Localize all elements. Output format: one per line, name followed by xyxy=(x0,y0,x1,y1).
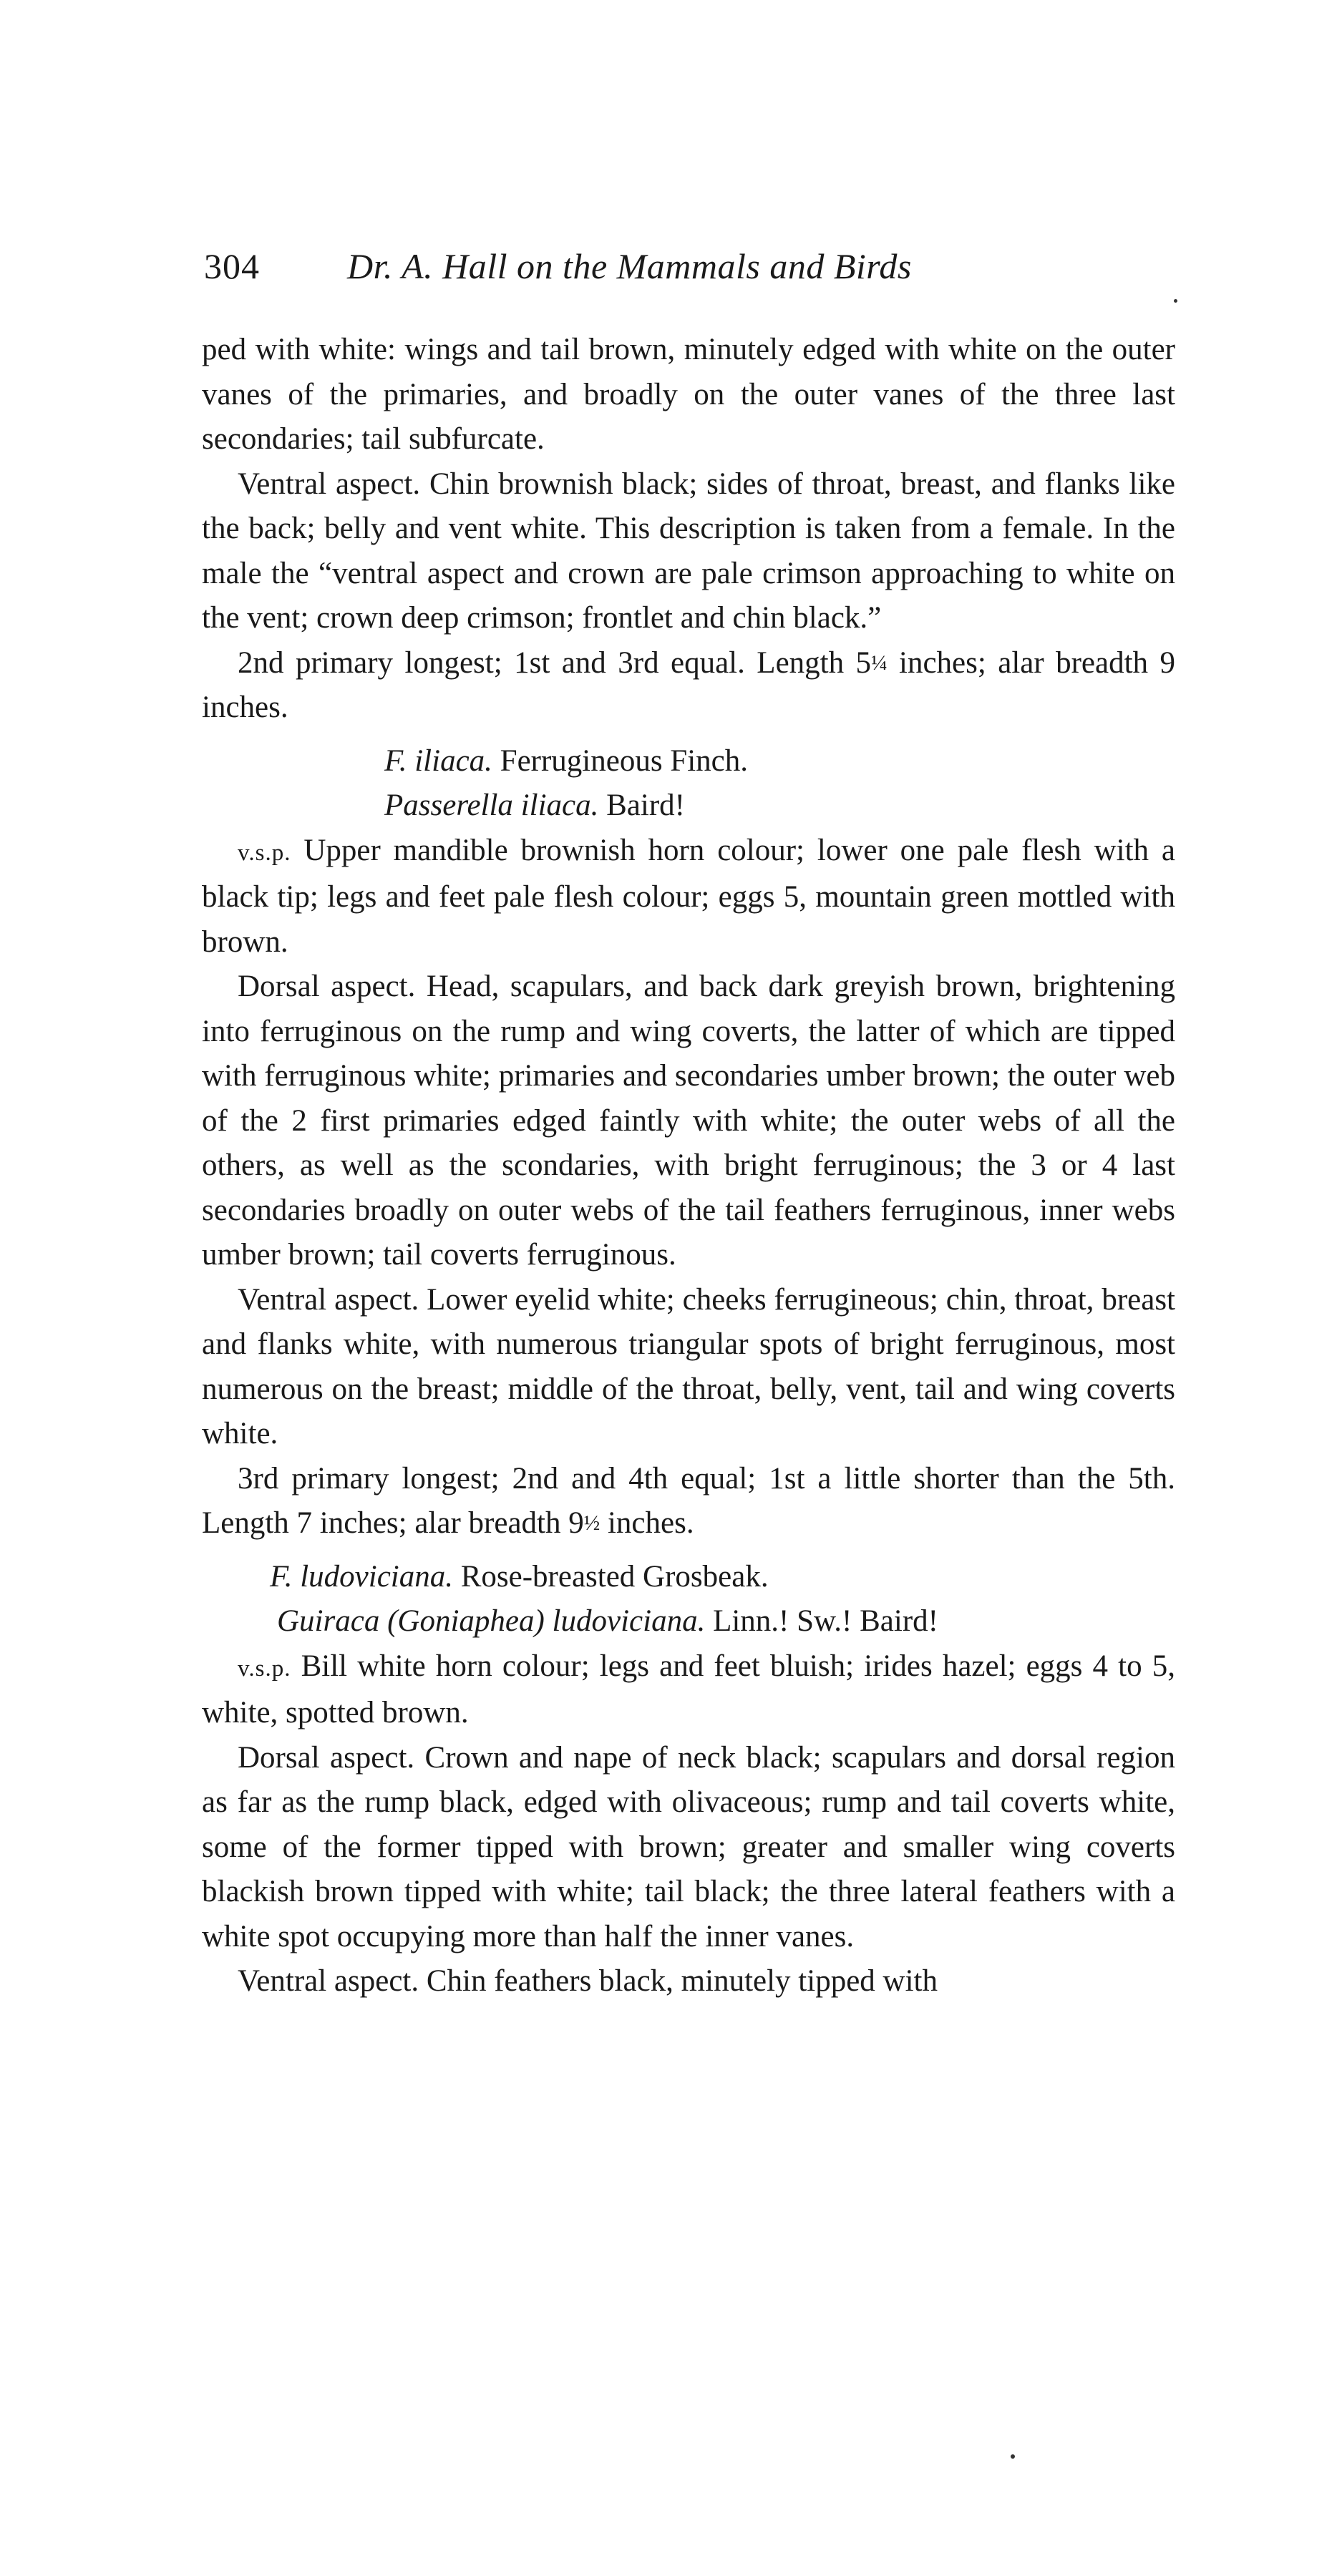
species-name: F. ludoviciana. xyxy=(270,1559,453,1594)
measurement-text-end: inches; alar breadth 9 inches. xyxy=(202,645,1175,724)
species-authority: Linn.! Sw.! Baird! xyxy=(705,1604,938,1638)
species-synonym-genus: Guiraca ( xyxy=(277,1604,398,1638)
species-heading xyxy=(202,739,1175,784)
species-heading xyxy=(202,1555,1175,1600)
paragraph-measurements xyxy=(202,641,1175,731)
measurement-text: 2nd primary longest; 1st and 3rd equal. Length 5 xyxy=(238,645,872,680)
measurement-text-end: inches. xyxy=(600,1506,694,1540)
species-synonym-subgenus: Goniaphea xyxy=(397,1604,535,1638)
paragraph-dorsal-aspect: Dorsal aspect. Crown and nape of neck black; scapulars and dorsal region as far as the rump black, edged with olivaceous; rump and tail coverts white, some of the former tipped with brown; greater and smaller wing coverts blackish brown tipped with white; tail black; the three lateral feathers with a white spot occupying more than half the inner vanes. xyxy=(202,1740,1175,1953)
fraction: ½ xyxy=(583,1511,601,1535)
paragraph-vsp xyxy=(202,829,1175,965)
vsp-abbreviation: v.s.p. xyxy=(238,1655,291,1682)
paragraph-dorsal-aspect: Dorsal aspect. Head, scapulars, and back dark greyish brown, brightening into ferruginous on the rump and wing coverts, the latter of which are tipped with ferruginous white; primaries and secondaries umber brown; the outer web of the 2 first primaries edged faintly with white; the outer webs of all the others, as well as the scondaries, with bright ferruginous; the 3 or 4 last secondaries broadly on outer webs of the tail feathers ferruginous, inner webs umber brown; tail coverts ferruginous. xyxy=(202,970,1175,1272)
paragraph-ventral-aspect: Ventral aspect. Chin brownish black; sides of throat, breast, and flanks like the back; belly and vent white. This description is taken from a female. In the male the “ventral aspect and crown are pale crimson approaching to white on the vent; crown deep crimson; frontlet and chin black.” xyxy=(202,467,1175,635)
species-authority: Baird! xyxy=(598,789,685,822)
page-title: Dr. A. Hall on the Mammals and Birds xyxy=(347,246,912,286)
species-common-name: Rose-breasted Grosbeak. xyxy=(452,1559,769,1594)
vsp-text: Bill white horn colour; legs and feet bluish; irides hazel; eggs 4 to 5, white, spotted brown. xyxy=(202,1649,1175,1729)
paragraph-ventral-aspect: Ventral aspect. Lower eyelid white; cheeks ferrugineous; chin, throat, breast and flanks white, with numerous triangular spots of bright ferruginous, most numerous on the breast; middle of the throat, belly, vent, tail and wing coverts white. xyxy=(202,1282,1175,1450)
body-text xyxy=(202,328,1175,2004)
measurement-text: 3rd primary longest; 2nd and 4th equal; 1st a little shorter than the 5th. Length 7 inches; alar breadth 9 xyxy=(202,1461,1175,1540)
running-head xyxy=(204,238,1192,295)
print-speck xyxy=(1174,299,1177,303)
paragraph-continuation: ped with white: wings and tail brown, minutely edged with white on the outer vanes of the primaries, and broadly on the outer vanes of the three last secondaries; tail subfurcate. xyxy=(202,333,1175,456)
vsp-text: Upper mandible brownish horn colour; lower one pale flesh with a black tip; legs and feet pale flesh colour; eggs 5, mountain green mottled with brown. xyxy=(202,833,1175,959)
vsp-abbreviation: v.s.p. xyxy=(238,839,291,866)
species-name: F. iliaca. xyxy=(384,743,492,778)
print-speck xyxy=(1011,2454,1015,2459)
species-synonym-line xyxy=(202,1599,1175,1644)
paragraph-measurements xyxy=(202,1457,1175,1546)
spacer xyxy=(202,731,1175,739)
species-synonym-epithet: ) ludoviciana. xyxy=(534,1604,706,1638)
species-synonym: Passerella iliaca. xyxy=(384,789,599,822)
page-number: 304 xyxy=(204,246,260,286)
spacer xyxy=(202,1546,1175,1555)
fraction: ¼ xyxy=(871,650,888,675)
species-common-name: Ferrugineous Finch. xyxy=(492,743,749,778)
paragraph-vsp xyxy=(202,1644,1175,1736)
paragraph-ventral-aspect: Ventral aspect. Chin feathers black, minutely tipped with xyxy=(238,1964,938,1998)
species-synonym-line xyxy=(202,784,1175,829)
